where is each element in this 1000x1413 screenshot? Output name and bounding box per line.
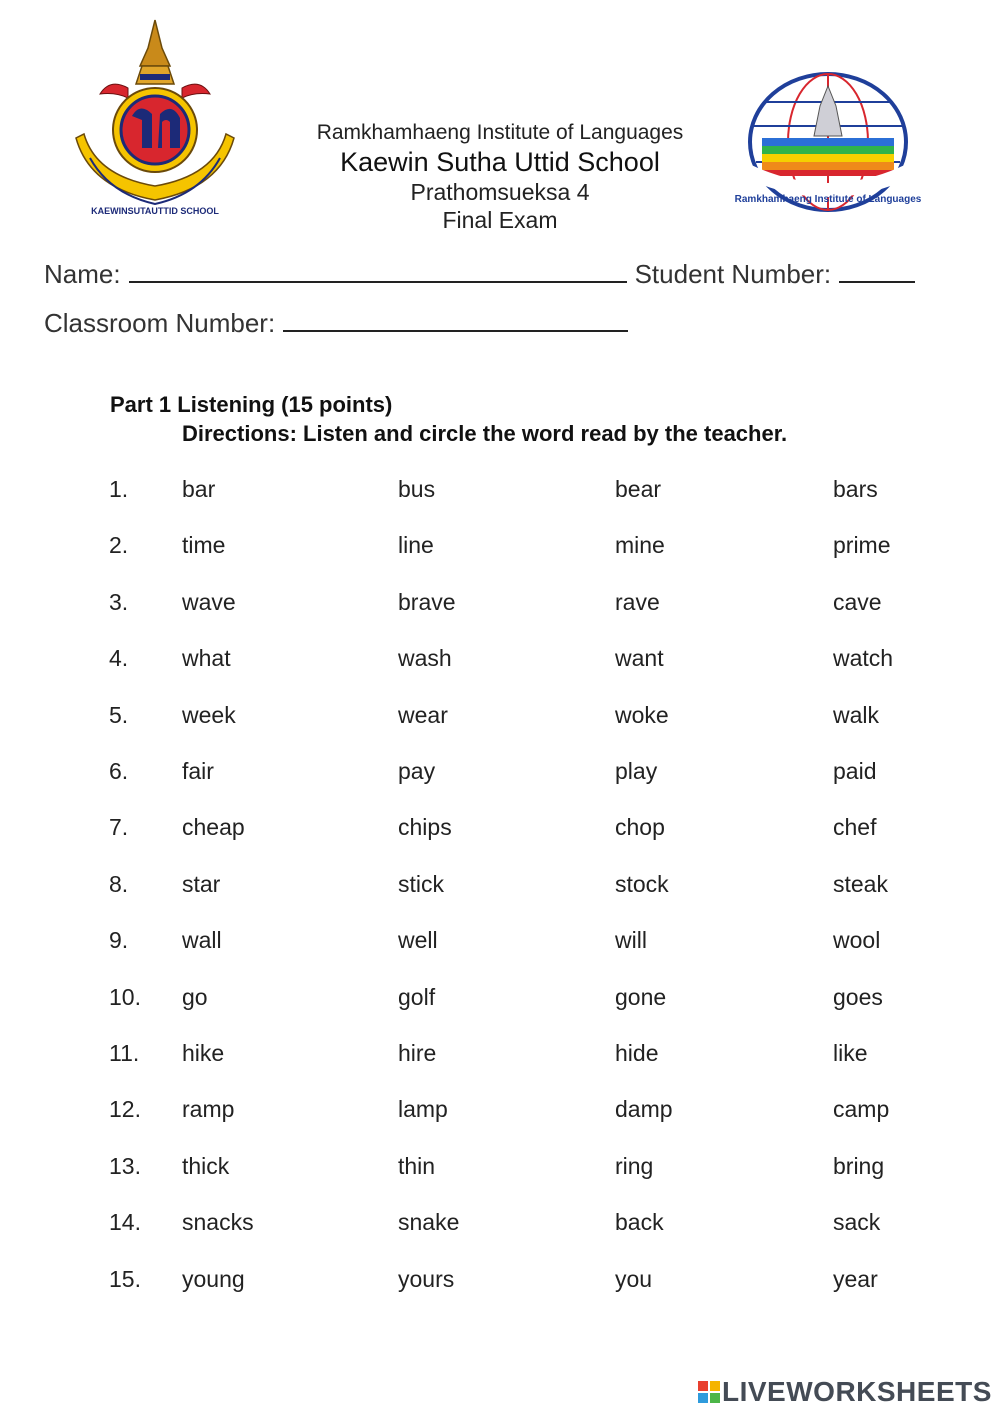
word-choice[interactable]: time: [182, 532, 226, 559]
word-choice[interactable]: thick: [182, 1152, 230, 1179]
word-choice[interactable]: wave: [182, 588, 236, 615]
word-choice[interactable]: lamp: [398, 1096, 448, 1123]
word-choice[interactable]: chop: [615, 814, 665, 841]
question-row: [0, 589, 1000, 629]
watermark-text: LIVEWORKSHEETS: [722, 1376, 992, 1407]
question-row: [0, 1040, 1000, 1080]
grade-level: Prathomsueksa 4: [410, 179, 590, 205]
word-choice[interactable]: brave: [398, 588, 456, 615]
word-choice[interactable]: camp: [833, 1096, 890, 1123]
word-choice[interactable]: year: [833, 1265, 878, 1292]
word-choice[interactable]: bar: [182, 476, 216, 502]
word-choice[interactable]: chips: [398, 814, 452, 841]
word-choice[interactable]: what: [182, 645, 231, 672]
student-number-label: Student Number:: [634, 259, 832, 289]
word-choice[interactable]: ramp: [182, 1096, 235, 1123]
word-choice[interactable]: paid: [833, 758, 877, 784]
word-choice[interactable]: bear: [615, 476, 662, 502]
word-choice[interactable]: prime: [833, 532, 891, 559]
word-choice[interactable]: ring: [615, 1152, 654, 1179]
question-row: [0, 476, 1000, 516]
word-choice[interactable]: yours: [398, 1265, 455, 1292]
word-choice[interactable]: young: [182, 1265, 245, 1292]
word-choice[interactable]: hide: [615, 1040, 659, 1066]
question-number: 8.: [109, 870, 129, 897]
word-choice[interactable]: bus: [398, 476, 436, 502]
part1-title: Part 1 Listening (15 points): [110, 392, 393, 417]
word-choice[interactable]: hire: [398, 1040, 437, 1066]
word-choice[interactable]: walk: [833, 701, 880, 728]
question-number: 5.: [109, 701, 129, 728]
question-row: [0, 532, 1000, 572]
word-choice[interactable]: cheap: [182, 814, 245, 841]
word-choice[interactable]: week: [182, 701, 236, 728]
question-number: 9.: [109, 927, 129, 954]
question-row: [0, 758, 1000, 798]
word-choice[interactable]: mine: [615, 532, 665, 559]
part1-directions: Directions: Listen and circle the word read by the teacher.: [182, 421, 788, 446]
question-row: [0, 702, 1000, 742]
question-number: 6.: [109, 758, 129, 784]
word-choice[interactable]: you: [615, 1265, 653, 1292]
word-choice[interactable]: will: [615, 927, 647, 954]
word-choice[interactable]: sack: [833, 1209, 881, 1236]
question-row: [0, 814, 1000, 854]
question-number: 11.: [109, 1040, 140, 1066]
question-number: 3.: [109, 588, 129, 615]
word-choice[interactable]: like: [833, 1040, 868, 1066]
institute-name: Ramkhamhaeng Institute of Languages: [316, 121, 684, 144]
globe-lettering: Ramkhamhaeng Institute of Languages: [734, 194, 922, 205]
question-row: [0, 1209, 1000, 1249]
question-number: 10.: [109, 983, 141, 1010]
word-choice[interactable]: rave: [615, 588, 660, 615]
word-choice[interactable]: woke: [615, 701, 669, 728]
word-choice[interactable]: chef: [833, 814, 877, 841]
classroom-label: Classroom Number:: [44, 308, 276, 338]
question-row: [0, 1096, 1000, 1136]
word-choice[interactable]: gone: [615, 983, 667, 1010]
word-choice[interactable]: wool: [833, 927, 881, 954]
word-choice[interactable]: line: [398, 532, 434, 559]
word-choice[interactable]: cave: [833, 588, 882, 615]
word-choice[interactable]: pay: [398, 758, 436, 784]
question-number: 1.: [109, 476, 129, 502]
word-choice[interactable]: watch: [833, 645, 894, 672]
question-row: [0, 927, 1000, 967]
word-choice[interactable]: wall: [182, 927, 222, 954]
word-choice[interactable]: wash: [398, 645, 452, 672]
word-choice[interactable]: thin: [398, 1152, 436, 1179]
question-number: 13.: [109, 1152, 141, 1179]
word-choice[interactable]: back: [615, 1209, 664, 1236]
word-choice[interactable]: stick: [398, 870, 444, 897]
exam-title: Final Exam: [442, 207, 558, 233]
word-choice[interactable]: snake: [398, 1209, 460, 1236]
question-row: [0, 645, 1000, 685]
word-choice[interactable]: stock: [615, 870, 669, 897]
question-number: 7.: [109, 814, 129, 841]
word-choice[interactable]: snacks: [182, 1209, 254, 1236]
question-number: 4.: [109, 645, 129, 672]
question-number: 14.: [109, 1209, 141, 1236]
question-row: [0, 1153, 1000, 1193]
word-choice[interactable]: fair: [182, 758, 214, 784]
name-label: Name:: [44, 259, 121, 289]
word-choice[interactable]: go: [182, 983, 208, 1010]
word-choice[interactable]: goes: [833, 983, 883, 1010]
question-number: 2.: [109, 532, 129, 559]
school-name: Kaewin Sutha Uttid School: [340, 147, 660, 177]
word-choice[interactable]: golf: [398, 983, 436, 1010]
question-row: [0, 984, 1000, 1024]
word-choice[interactable]: wear: [398, 701, 448, 728]
word-choice[interactable]: want: [615, 645, 664, 672]
emblem-lettering: KAEWINSUTAUTTID SCHOOL: [91, 206, 219, 216]
question-number: 12.: [109, 1096, 141, 1123]
word-choice[interactable]: hike: [182, 1040, 225, 1066]
word-choice[interactable]: well: [398, 927, 438, 954]
word-choice[interactable]: bring: [833, 1152, 885, 1179]
question-row: [0, 1266, 1000, 1306]
word-choice[interactable]: star: [182, 870, 221, 897]
word-choice[interactable]: play: [615, 758, 658, 784]
word-choice[interactable]: damp: [615, 1096, 673, 1123]
word-choice[interactable]: steak: [833, 870, 888, 897]
word-choice[interactable]: bars: [833, 476, 878, 502]
question-row: [0, 871, 1000, 911]
question-number: 15.: [109, 1265, 141, 1292]
liveworksheets-blocks-icon: [698, 1381, 720, 1403]
